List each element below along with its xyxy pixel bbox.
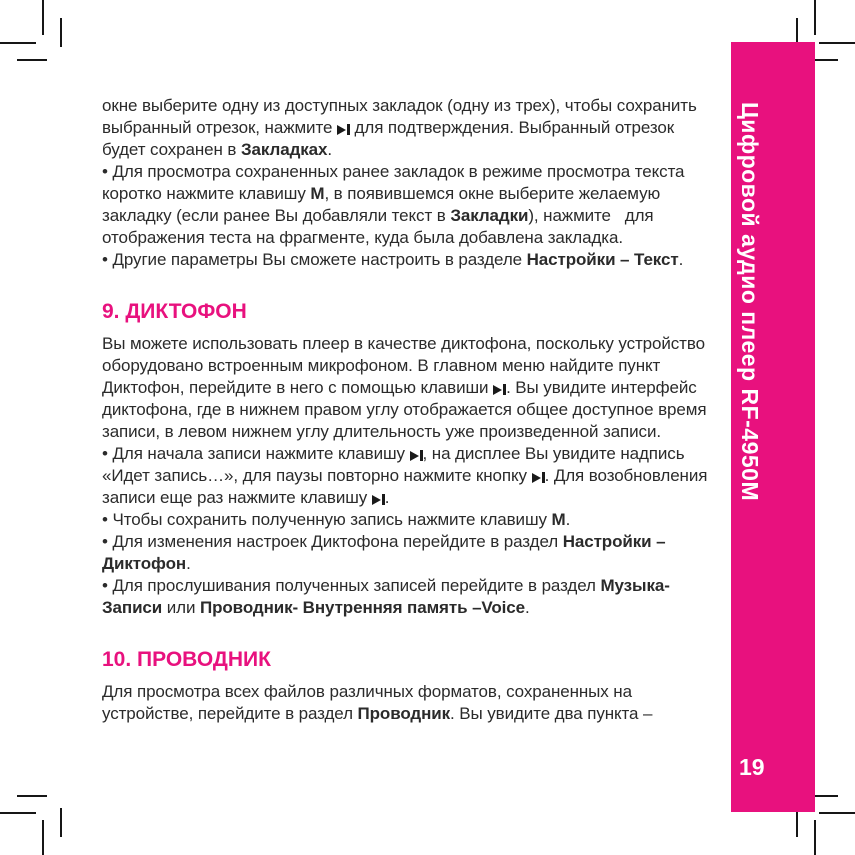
body-text: , в появившемся окне выберите желаемую закладку (если ранее Вы добавляли текст в: [102, 184, 661, 225]
body-text: • Чтобы сохранить полученную запись нажмите клавишу: [102, 510, 552, 529]
crop-mark: [42, 820, 44, 855]
body-text: ), нажмите для отображения теста на фрагменте, куда была добавлена закладка.: [102, 206, 654, 247]
body-text: .: [565, 510, 571, 529]
page-number: 19: [739, 754, 765, 780]
body-text: • Для начала записи нажмите клавишу: [102, 444, 410, 463]
bold-text: Настройки – Текст: [526, 250, 679, 269]
body-text: • Для изменения настроек Диктофона перейдите в раздел: [102, 532, 563, 551]
body-text: • Другие параметры Вы сможете настроить в разделе: [102, 250, 527, 269]
body-text: окне выберите одну из доступных закладок (одну из трех), чтобы сохранить выбранный отрезок, нажмите: [102, 96, 697, 137]
body-text: .: [525, 598, 530, 617]
body-text: .: [384, 488, 390, 507]
paragraph: [102, 443, 717, 509]
bold-text: Закладках: [241, 140, 328, 159]
play-pause-icon: [337, 124, 350, 135]
crop-mark: [60, 18, 62, 47]
crop-mark: [0, 812, 36, 814]
body-text: или: [162, 598, 200, 617]
body-text: Вы можете использовать плеер в качестве диктофона, поскольку устройство оборудовано встроенным микрофоном. В главном меню найдите пункт Диктофон, перейдите в него с помощью клавиши: [102, 334, 705, 397]
paragraph: [102, 531, 717, 575]
crop-mark: [796, 808, 798, 837]
crop-mark: [819, 812, 855, 814]
bold-text: М: [551, 510, 566, 529]
crop-mark: [17, 59, 47, 61]
body-text: • Для просмотра сохраненных ранее закладок в режиме просмотра текста коротко нажмите клавишу: [102, 162, 685, 203]
paragraph: [102, 95, 717, 161]
paragraph: [102, 509, 717, 531]
paragraph: [102, 249, 717, 271]
body-text: для подтверждения. Выбранный отрезок будет сохранен в: [102, 118, 675, 159]
body-text: . Вы увидите два пункта –: [450, 704, 653, 723]
bold-text: Проводник: [357, 704, 451, 723]
paragraph: [102, 681, 717, 725]
sidebar-band: [731, 42, 815, 812]
body-text: .: [327, 140, 333, 159]
bold-text: Музыка-Записи: [102, 576, 670, 617]
sidebar-title: Цифровой аудио плеер RF-4950M: [737, 102, 763, 502]
play-pause-icon: [372, 494, 385, 505]
crop-mark: [17, 795, 47, 797]
body-text: .: [678, 250, 684, 269]
paragraph: [102, 333, 717, 443]
play-pause-icon: [410, 450, 423, 461]
crop-mark: [0, 42, 36, 44]
section-heading: 10. ПРОВОДНИК: [102, 648, 271, 671]
paragraph: [102, 161, 717, 249]
paragraph: [102, 575, 717, 619]
body-text: Для просмотра всех файлов различных форматов, сохраненных на устройстве, перейдите в раздел: [102, 682, 632, 723]
body-text: , на дисплее Вы увидите надпись «Идет запись…», для паузы повторно нажмите кнопку: [102, 444, 685, 485]
bold-text: Проводник- Внутренняя память –Voice: [200, 598, 526, 617]
crop-mark: [814, 0, 816, 35]
bold-text: Настройки – Диктофон: [102, 532, 666, 573]
crop-mark: [42, 0, 44, 35]
body-text: • Для прослушивания полученных записей перейдите в раздел: [102, 576, 601, 595]
crop-mark: [60, 808, 62, 837]
section-heading: 9. ДИКТОФОН: [102, 300, 247, 323]
body-text: . Для возобновления записи еще раз нажмите клавишу: [102, 466, 708, 507]
crop-mark: [814, 820, 816, 855]
play-pause-icon: [532, 472, 545, 483]
bold-text: М: [310, 184, 325, 203]
crop-mark: [819, 42, 855, 44]
text-column: [102, 95, 717, 725]
bold-text: Закладки: [450, 206, 529, 225]
body-text: . Вы увидите интерфейс диктофона, где в нижнем правом углу отображается общее доступное время записи, в левом нижнем углу длительность уже произведенной записи.: [102, 378, 707, 441]
play-pause-icon: [493, 384, 506, 395]
body-text: .: [186, 554, 191, 573]
